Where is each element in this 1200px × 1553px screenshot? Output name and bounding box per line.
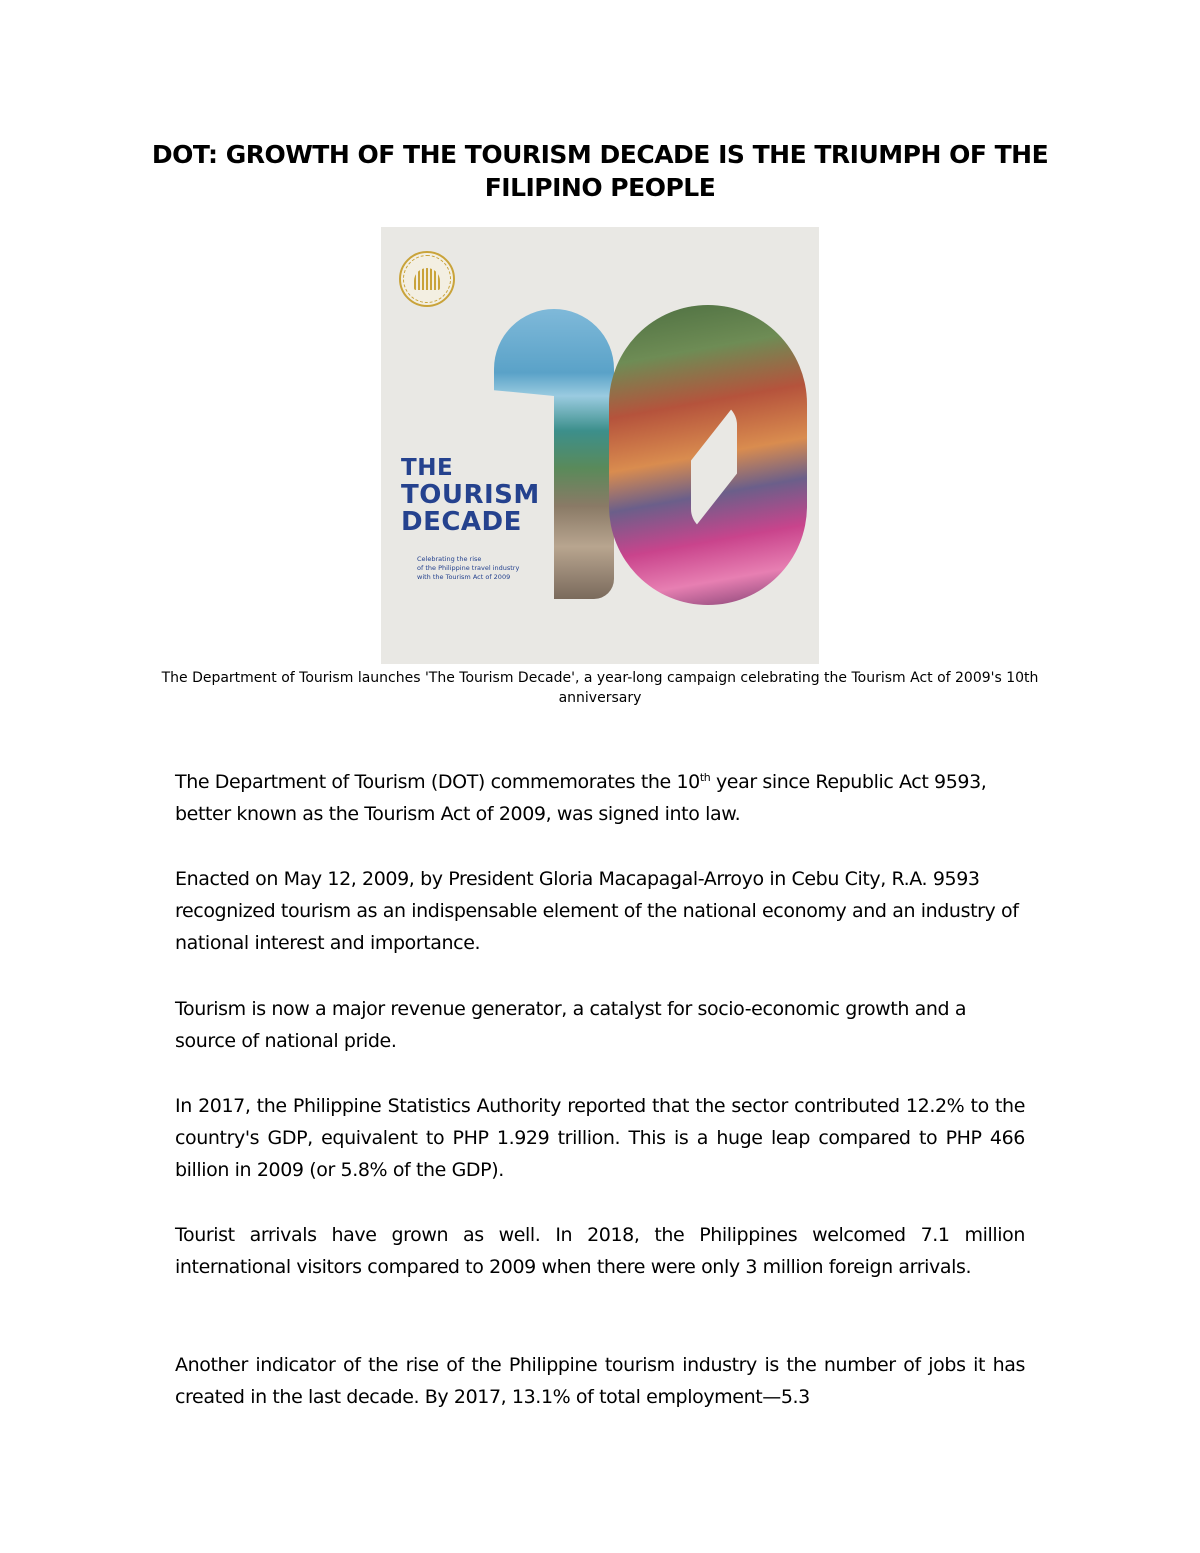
paragraph-6: Another indicator of the rise of the Philippine tourism industry is the number of jobs it has created in the last decade. By 2017, 13.1% of total employment—5.3 [175,1354,1025,1408]
tourism-decade-poster [381,227,819,664]
article-title: DOT: GROWTH OF THE TOURISM DECADE IS THE TRIUMPH OF THE FILIPINO PEOPLE [151,140,1049,202]
paragraph-2: Enacted on May 12, 2009, by President Gloria Macapagal-Arroyo in Cebu City, R.A. 9593 recognized tourism as an indispensable element of the national economy and an industry of national interest and importance. [175,868,1019,954]
paragraph-3: Tourism is now a major revenue generator, a catalyst for socio-economic growth and a source of national pride. [175,998,967,1052]
paragraph-1: The Department of Tourism (DOT) commemorates the 10th year since Republic Act 9593, better known as the Tourism Act of 2009, was signed into law. [175,771,987,825]
poster-title: THE TOURISM DECADE [401,455,540,537]
image-caption: The Department of Tourism launches 'The Tourism Decade', a year-long campaign celebrating the Tourism Act of 2009's 10th anniversary [161,670,1039,706]
poster-subtitle: Celebrating the rise of the Philippine travel industry with the Tourism Act of 2009 [417,555,520,581]
paragraph-4: In 2017, the Philippine Statistics Authority reported that the sector contributed 12.2% to the country's GDP, equivalent to PHP 1.929 trillion. This is a huge leap compared to PHP 466 billion in 2009 (or 5.8% of the GDP). [175,1095,1025,1181]
paragraph-5: Tourist arrivals have grown as well. In 2018, the Philippines welcomed 7.1 million international visitors compared to 2009 when there were only 3 million foreign arrivals. [175,1224,1025,1278]
dot-seal-logo [399,251,455,307]
